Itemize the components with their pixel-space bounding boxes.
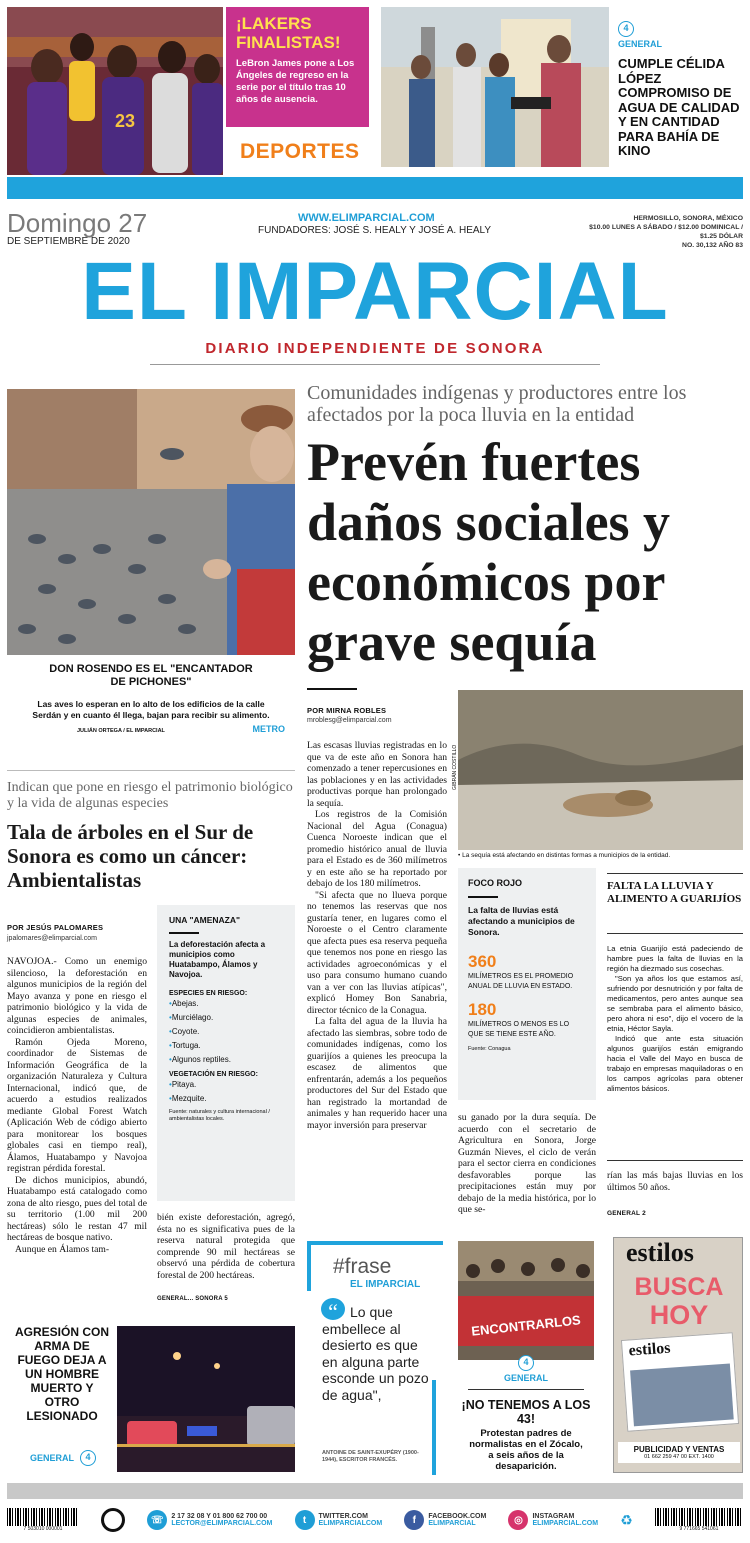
second-paragraph: De dichos municipios, abundó, Huatabampo está catalogado como zona de alto riesgo, pues del total de su territorio (1.00 mil 200 hectáreas) sólo le restan 47 mil hectáreas de bosque nativo. [7,1174,147,1243]
foco-rojo-box [458,868,596,1100]
foco-title: FOCO ROJO [468,878,523,888]
ventas-phone: 01 662 259 47 00 EXT. 1400 [644,1454,714,1460]
second-kicker: Indican que pone en riesgo el patrimonio biológico y la vida de algunas especies [7,780,293,811]
brand-logo-icon [101,1508,125,1532]
guarijios-column [607,944,743,1140]
night-scene-photo[interactable] [117,1326,295,1472]
frase-bracket-bottom [432,1380,436,1475]
lead-headline[interactable]: Prevén fuertes daños sociales y económicos por grave sequía [307,432,671,672]
ayotzi-section: GENERAL [503,1373,548,1383]
pigeons-photo[interactable] [7,389,295,655]
general-teaser-title: CUMPLE CÉLIDA LÓPEZ COMPROMISO DE AGUA DE CALIDAD Y EN CANTIDAD PARA BAHÍA DE KINO [618,56,740,158]
vegetation-list [169,1078,283,1106]
species-item: • Tortuga. [169,1039,283,1053]
estilos-busca: BUSCA [634,1273,724,1301]
edition-price: $10.00 LUNES A SÁBADO / $12.00 DOMINICAL / $1.25 DÓLAR [589,224,743,240]
footer-instagram[interactable] [508,1510,598,1530]
ayotzi-title: ¡NO TENEMOS A LOS 43! [461,1398,591,1426]
frase-quote: Lo que embellece al desierto es que en alguna parte esconde un pozo de agua", [322,1304,429,1403]
edition-city: HERMOSILLO, SONORA, MÉXICO [633,215,743,222]
foco-text: La falta de lluvias está afectando a municipios de Sonora. [468,905,575,937]
ventas-title: PUBLICIDAD Y VENTAS [633,1445,725,1454]
footer-twitter[interactable] [295,1510,383,1530]
magazine-cover-art [630,1363,734,1426]
general-teaser[interactable] [618,18,744,159]
guarijios-kicker: FALTA LA LLUVIA Y ALIMENTO A GUARIJÍOS [607,880,742,905]
ventas-box [618,1442,740,1463]
lead-column-3-end [607,1170,743,1198]
magazine-logo: estilos [628,1339,671,1360]
agresion-page-badge: 4 [80,1450,96,1466]
barcode-left-bars [7,1508,79,1526]
masthead-rule [150,364,600,365]
drought-photo-credit: GIBRÁN COSTILLO [452,744,458,790]
second-paragraph: NAVOJOA.- Como un enemigo silencioso, la deforestación en algunos municipios de la región del Mayo avanza y pone en riesgo el patrimonio biológico y la vida de algunas especies de animales, coincidieron ambientalistas. [7,956,147,1036]
protest-photo[interactable] [458,1241,594,1360]
general-label: GENERAL [618,39,663,49]
svg-text:23: 23 [115,111,136,131]
instagram-handle: ELIMPARCIAL.COM [532,1520,599,1527]
metro-photo-credit: JULIÁN ORTEGA / EL IMPARCIAL [77,728,165,734]
lead-column-1 [307,740,447,1228]
lead-paragraph: su ganado por la dura sequía. De acuerdo con el secretario de Agricultura en Sonora, Jorge Guzmán Nieves, el ciclo de verán para el sector cierra en condiciones desfavorables porque las precipitaciones están muy por debajo de la media histórica, por lo que se- [458,1112,596,1215]
phone-icon: ☏ [147,1510,167,1530]
barcode-right-number: 9 771665 541061 [679,1526,719,1532]
second-top-rule [7,770,295,771]
barcode-left [7,1508,79,1532]
barcode-left-number: 7 503010 000001 [23,1526,63,1532]
second-byline: POR JESÚS PALOMARES [7,923,104,932]
stat-360-value: 360 [468,952,497,971]
vegetation-title: VEGETACIÓN EN RIESGO: [169,1071,258,1078]
footer-row [7,1505,743,1535]
agresion-title[interactable]: AGRESIÓN CON ARMA DE FUEGO DEJA A UN HOMBRE MUERTO Y OTRO LESIONADO [14,1325,109,1423]
ayotzi-rule [468,1389,584,1390]
agresion-section: GENERAL [30,1453,75,1463]
guarijios-paragraph: Indicó que ante esta situación algunos guarijíos están emigrando hacia el Valle del Mayo en busca de trabajo en empresas maquiladoras o en los campos agrícolas para obtener alimentos básicos. [607,1034,743,1093]
guarijios-rule [607,933,743,934]
twitter-label: TWITTER.COM [318,1513,368,1520]
species-item: • Murciélago. [169,1011,283,1025]
issue-day: Domingo 27 [7,208,148,238]
species-list [169,997,283,1067]
drought-photo[interactable] [458,690,743,850]
lead-byline: POR MIRNA ROBLES [307,706,387,715]
amenaza-title: UNA "AMENAZA" [169,915,241,925]
second-paragraph: bién existe deforestación, agregó, ésta no es significativa pues de la reserva natural protegida que comprende 90 mil hectáreas se observó una pérdida de cobertura forestal de 200 hectáreas. [157,1212,295,1281]
amenaza-box [157,905,295,1201]
facebook-label: FACEBOOK.COM [428,1513,487,1520]
guarijios-bottom-rule [607,1160,743,1161]
edition-info [578,214,743,250]
metro-photo-caption[interactable] [7,663,295,734]
frase-author: ANTOINE DE SAINT-EXUPÉRY (1900-1944), ESCRITOR FRANCÉS. [322,1450,419,1463]
barcode-right-bars [655,1508,743,1526]
twitter-icon: t [295,1510,315,1530]
lead-paragraph: "Si afecta que no llueva porque no tenemos las reservas que nos gustaría tener, en lugares como el Noroeste o el Centro claramente que afecta pues esa reserva pequeña que tenemos nos pone en riesgo las actividades agroeconómicas y el uso para consumo humano cuando van a ver con las lluvias atípicas", explicó Homey Bon Sanabria, director técnico de la Conagua. [307,889,447,1016]
estilos-logo: estilos [626,1238,694,1267]
guarijios-top-rule [607,873,743,874]
vegetation-item: • Mezquite. [169,1092,283,1106]
lead-email[interactable]: mroblesg@elimparcial.com [307,717,392,724]
twitter-handle: ELIMPARCIALCOM [318,1520,383,1527]
facebook-icon: f [404,1510,424,1530]
stat-180-value: 180 [468,1000,497,1019]
estilos-ad[interactable] [613,1237,743,1473]
lead-paragraph: Las escasas lluvias registradas en lo que va de este año en Sonora han comenzado a tener repercusiones en las poblaciones y en las actividades productivas porque han prolongado la sequía. [307,740,447,809]
species-title: ESPECIES EN RIESGO: [169,990,248,997]
instagram-label: INSTAGRAM [532,1513,575,1520]
barcode-right [655,1508,743,1532]
ayotzi-text: Protestan padres de normalistas en el Zócalo, a seis años de la desaparición. [469,1428,583,1472]
instagram-icon: ◎ [508,1510,528,1530]
species-item: • Algunos reptiles. [169,1053,283,1067]
recycle-icon: ♻ [620,1511,633,1528]
ayotzi-teaser[interactable] [458,1352,594,1472]
facebook-handle: ELIMPARCIAL [428,1520,476,1527]
deportes-label[interactable]: DEPORTES [240,140,360,163]
species-item: • Abejas. [169,997,283,1011]
lead-paragraph: La falta del agua de la lluvia ha afectado las siembras, sobre todo de comunidades indígenas, como los guarijíos a quienes les preocupa la escasez de alimentos que enfrentarán, además a los pequeños productores del Sur del Estado que han registrado la mortandad de animales y han requerido hacer una mayor inversión para preservar [307,1016,447,1131]
amenaza-intro: La deforestación afecta a municipios como Huatabampo, Álamos y Navojoa. [169,940,266,979]
guarijios-paragraph: "Son ya años los que estamos así, sufriendo por desnutrición y por falta de medicamentos, pero antes aunque sea se sembraba para el alimento básico, pero ahora ni eso", dijo el vocero de la etnia, Héctor Sayla. [607,974,743,1033]
foco-source: Fuente: Conagua [468,1046,511,1052]
lead-paragraph: rían las más bajas lluvias en los últimos 50 años. [607,1170,743,1193]
lakers-title: ¡LAKERS FINALISTAS! [236,14,341,52]
quote-icon: “ [321,1298,345,1320]
amenaza-source: Fuente: naturales y cultura internacional / ambientalistas locales. [169,1109,270,1122]
lead-kicker: Comunidades indígenas y productores entre los afectados por la poca lluvia en la entidad [307,382,687,426]
frase-bracket [307,1241,443,1245]
page-number-badge: 4 [618,21,634,37]
founders: FUNDADORES: JOSÉ S. HEALY Y JOSÉ A. HEALY [258,225,492,236]
second-column-1 [7,956,147,1304]
newspaper-subtitle: DIARIO INDEPENDIENTE DE SONORA [205,340,545,357]
second-email[interactable]: jpalomares@elimparcial.com [7,935,97,942]
magazine-image [621,1332,739,1432]
amenaza-rule [169,932,199,934]
footer-bar [7,1483,743,1499]
top-divider-bar [7,177,743,199]
newspaper-title[interactable]: EL IMPARCIAL [81,246,669,337]
lakers-text: LeBron James pone a Los Ángeles de regreso en la serie por el título tras 10 años de ausencia. [236,58,355,105]
agresion-footer[interactable] [30,1450,96,1466]
foco-rule [468,896,498,898]
vegetation-item: • Pitaya. [169,1078,283,1092]
second-column-2 [157,1212,295,1281]
metro-caption-title: DON ROSENDO ES EL "ENCANTADOR DE PICHONES" [49,663,253,688]
website-link[interactable]: WWW.ELIMPARCIAL.COM [298,212,435,224]
lead-paragraph: Los registros de la Comisión Nacional del Agua (Conagua) Cuenca Noroeste indican que el promedio histórico anual de lluvia para el Estado es de 360 milímetros y en este año se ha reportado por debajo de los 180 milímetros. [307,809,447,889]
protest-banner-text: ENCONTRARLOS [470,1312,582,1339]
ayotzi-page-badge: 4 [518,1355,534,1371]
stat-360-text: MILÍMETROS ES EL PROMEDIO ANUAL DE LLUVIA EN ESTADO. [468,973,574,990]
phone-email: LECTOR@ELIMPARCIAL.COM [171,1520,273,1527]
second-paragraph: Ramón Ojeda Moreno, coordinador de Sistemas de Información Geográfica de la organización Naturaleza y Cultura Internacional, indicó que, de acuerdo a estudios realizados mediante Global Forest Watch (Aplicación Web de código abierto para monitorear los bosques globales casi en tiempo real), Álamos, Huatabampo y Navojoa registran pérdida forestal. [7,1036,147,1174]
estilos-hoy: HOY [649,1300,709,1330]
metro-section-link[interactable]: METRO [252,724,285,734]
lakers-photo[interactable] [7,7,223,175]
phone-numbers: 2 17 32 08 Y 01 800 62 700 00 [171,1513,268,1520]
frase-brand: EL IMPARCIAL [350,1279,421,1290]
metro-caption-text: Las aves lo esperan en lo alto de los edificios de la calle Serdán y en cuanto él llega, bajan para recibir su alimento. [32,699,270,720]
guarijios-paragraph: La etnia Guarijío está padeciendo de hambre pues la falta de lluvias en la región ha diezmado sus cosechas. [607,944,743,973]
frase-bracket-side [307,1241,311,1291]
kino-photo[interactable] [381,7,609,167]
second-paragraph: Aunque en Álamos tam- [15,1243,110,1255]
lead-byline-rule [307,688,357,690]
drought-photo-caption: • La sequía está afectando en distintas formas a municipios de la entidad. [458,852,671,859]
frase-hashtag: #frase [333,1255,392,1278]
footer-phone[interactable] [147,1510,272,1530]
second-jump-ref[interactable]: GENERAL... SONORA 5 [157,1296,228,1302]
second-headline[interactable]: Tala de árboles en el Sur de Sonora es como un cáncer: Ambientalistas [7,820,254,892]
lakers-headline-box[interactable] [226,7,369,127]
lead-column-2 [458,1112,596,1215]
edition-number: NO. 30,132 AÑO 83 [682,242,743,249]
footer-facebook[interactable] [404,1510,486,1530]
stat-180-text: MILÍMETROS O MENOS ES LO QUE SE TIENE ESTE AÑO. [468,1021,570,1038]
issue-date: DE SEPTIEMBRE DE 2020 [7,236,130,247]
species-item: • Coyote. [169,1025,283,1039]
lead-jump-ref[interactable]: GENERAL 2 [607,1210,646,1217]
